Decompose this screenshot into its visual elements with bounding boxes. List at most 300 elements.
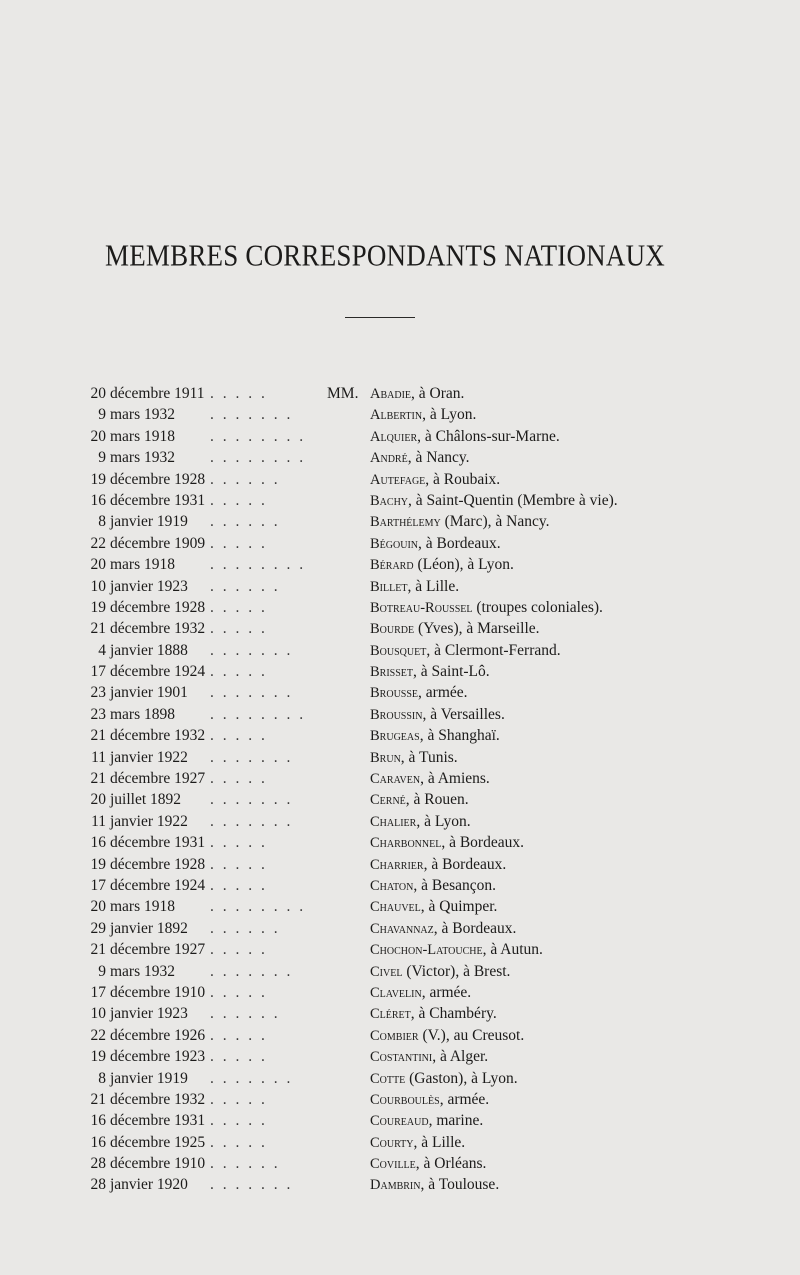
election-date — [0, 576, 210, 597]
member-entry — [370, 404, 476, 426]
honorific-prefix: MM. — [327, 385, 359, 402]
list-item — [0, 533, 800, 554]
list-item — [0, 982, 800, 1003]
member-location: , à Lyon. — [416, 812, 471, 830]
member-name: Autefage — [370, 471, 426, 488]
leader-dots: . . . . . — [210, 876, 268, 894]
election-month-year: janvier 1920 — [110, 1176, 188, 1194]
election-month-year: décembre 1928 — [110, 598, 206, 616]
leader-dots: . . . . . . . — [210, 791, 293, 809]
election-day: 20 — [90, 556, 106, 574]
election-date — [0, 896, 210, 917]
member-name: Brousse — [370, 685, 419, 702]
member-entry — [370, 1025, 524, 1047]
page-title: MEMBRES CORRESPONDANTS NATIONAUX — [105, 238, 665, 273]
leader-dots: . . . . . — [210, 663, 268, 681]
election-month-year: décembre 1909 — [110, 534, 206, 552]
member-entry — [370, 918, 516, 940]
member-entry — [370, 1132, 465, 1154]
member-location: , à Saint-Lô. — [413, 663, 490, 681]
election-date — [0, 383, 210, 404]
leader-dots: . . . . . . . . — [210, 705, 306, 723]
election-day: 20 — [90, 791, 106, 809]
election-day: 11 — [91, 748, 106, 766]
member-name: Billet — [370, 578, 408, 595]
member-location: , à Oran. — [411, 385, 465, 402]
member-entry — [370, 469, 500, 491]
member-entry — [370, 597, 603, 619]
list-item — [0, 404, 800, 425]
election-month-year: décembre 1910 — [110, 1155, 206, 1173]
list-item — [0, 1046, 800, 1067]
election-month-year: mars 1932 — [110, 449, 176, 467]
member-entry — [370, 383, 464, 405]
list-item — [0, 725, 800, 746]
election-day: 19 — [90, 1048, 106, 1066]
election-month-year: janvier 1923 — [110, 577, 188, 595]
list-item — [0, 490, 800, 511]
list-item — [0, 1025, 800, 1046]
member-name: Bachy — [370, 492, 409, 509]
member-name: Charrier — [370, 856, 424, 873]
member-location: , à Lyon. — [422, 406, 477, 424]
list-item — [0, 747, 800, 768]
leader-dots: . . . . . — [210, 855, 268, 873]
leader-dots: . . . . . . — [210, 470, 281, 488]
election-day: 9 — [98, 449, 106, 467]
leader-dots: . . . . . — [210, 1048, 268, 1066]
election-date — [0, 682, 210, 703]
election-date — [0, 1089, 210, 1110]
election-day: 10 — [90, 577, 106, 595]
member-entry — [370, 832, 524, 854]
member-name: Chalier — [370, 813, 417, 830]
election-date — [0, 1046, 210, 1067]
election-date — [0, 554, 210, 575]
election-day: 23 — [90, 684, 106, 702]
election-day: 20 — [90, 898, 106, 916]
election-day: 10 — [90, 1005, 106, 1023]
member-location: , à Bordeaux. — [418, 534, 501, 552]
member-location: , armée. — [439, 1090, 490, 1108]
election-date — [0, 725, 210, 746]
election-date — [0, 789, 210, 810]
leader-dots: . . . . . . — [210, 1155, 281, 1173]
member-name: Barthélemy — [370, 514, 441, 531]
election-date — [0, 1110, 210, 1131]
list-item — [0, 1153, 800, 1174]
member-entry — [370, 640, 561, 662]
member-name: Alquier — [370, 428, 418, 445]
leader-dots: . . . . . — [210, 1112, 268, 1130]
election-month-year: décembre 1927 — [110, 770, 206, 788]
member-location: (V.), au Creusot. — [418, 1026, 525, 1044]
member-location: , à Bordeaux. — [433, 919, 517, 937]
election-date — [0, 1153, 210, 1174]
election-date — [0, 661, 210, 682]
member-entry — [370, 618, 540, 640]
election-month-year: décembre 1931 — [110, 834, 206, 852]
election-day: 23 — [90, 705, 106, 723]
member-name: Cotte — [370, 1070, 406, 1087]
member-location: , à Chambéry. — [410, 1005, 497, 1023]
election-month-year: mars 1932 — [110, 962, 176, 980]
member-entry — [370, 447, 470, 469]
member-entry — [370, 704, 505, 726]
member-name: Caraven — [370, 771, 421, 788]
election-date — [0, 747, 210, 768]
election-month-year: décembre 1932 — [110, 1090, 206, 1108]
member-entry — [370, 511, 549, 533]
election-day: 21 — [90, 1090, 106, 1108]
member-location: , à Châlons-sur-Marne. — [417, 427, 560, 445]
election-date — [0, 1132, 210, 1153]
member-name: Cléret — [370, 1006, 411, 1023]
member-entry — [370, 533, 501, 555]
leader-dots: . . . . . — [210, 941, 268, 959]
election-month-year: janvier 1919 — [110, 1069, 188, 1087]
list-item — [0, 383, 800, 404]
list-item — [0, 811, 800, 832]
leader-dots: . . . . . . . . — [210, 556, 306, 574]
election-month-year: décembre 1923 — [110, 1048, 206, 1066]
list-item — [0, 961, 800, 982]
leader-dots: . . . . . — [210, 385, 268, 402]
member-name: Brisset — [370, 664, 414, 681]
election-month-year: janvier 1901 — [110, 684, 188, 702]
list-item — [0, 854, 800, 875]
election-month-year: mars 1918 — [110, 556, 176, 574]
list-item — [0, 1089, 800, 1110]
election-day: 16 — [90, 491, 106, 509]
list-item — [0, 896, 800, 917]
election-date — [0, 982, 210, 1003]
member-name: Broussin — [370, 706, 423, 723]
election-day: 19 — [90, 470, 106, 488]
member-location: , à Autun. — [482, 941, 543, 959]
election-month-year: mars 1918 — [110, 898, 176, 916]
election-day: 8 — [98, 513, 106, 531]
election-day: 8 — [98, 1069, 106, 1087]
election-month-year: mars 1898 — [110, 705, 176, 723]
election-date — [0, 533, 210, 554]
member-name: Chavannaz — [370, 920, 434, 937]
member-name: Albertin — [370, 407, 423, 424]
leader-dots: . . . . . — [210, 491, 268, 509]
member-name: Brun — [370, 749, 401, 766]
member-name: Abadie — [370, 386, 412, 402]
member-entry — [370, 1046, 488, 1068]
member-entry — [370, 490, 618, 512]
election-month-year: décembre 1931 — [110, 1112, 206, 1130]
list-item — [0, 1110, 800, 1131]
election-date — [0, 1003, 210, 1024]
member-entry — [370, 961, 510, 983]
election-month-year: décembre 1927 — [110, 941, 206, 959]
member-name: Brugeas — [370, 728, 420, 745]
election-date — [0, 404, 210, 425]
election-date — [0, 618, 210, 639]
member-entry — [370, 811, 471, 833]
member-location: , à Nancy. — [407, 449, 470, 467]
election-date — [0, 447, 210, 468]
member-location: , à Orléans. — [415, 1155, 487, 1173]
election-date — [0, 811, 210, 832]
election-month-year: décembre 1931 — [110, 491, 206, 509]
member-name: Chaton — [370, 877, 414, 894]
member-name: Courty — [370, 1134, 414, 1151]
election-day: 4 — [98, 641, 106, 659]
election-day: 16 — [90, 834, 106, 852]
member-name: Charbonnel — [370, 835, 442, 852]
leader-dots: . . . . . . . — [210, 641, 293, 659]
list-item — [0, 918, 800, 939]
election-month-year: janvier 1919 — [110, 513, 188, 531]
member-location: (Victor), à Brest. — [402, 962, 511, 980]
election-day: 28 — [90, 1155, 106, 1173]
election-month-year: décembre 1928 — [110, 855, 206, 873]
election-date — [0, 1068, 210, 1089]
election-date — [0, 1025, 210, 1046]
member-entry — [370, 576, 459, 598]
member-location: , à Bordeaux. — [441, 834, 524, 852]
member-name: Civel — [370, 963, 403, 980]
election-month-year: décembre 1924 — [110, 876, 206, 894]
election-day: 17 — [90, 876, 106, 894]
list-item — [0, 1068, 800, 1089]
member-location: (troupes coloniales). — [472, 598, 603, 616]
leader-dots: . . . . . . — [210, 577, 281, 595]
list-item — [0, 661, 800, 682]
election-day: 22 — [90, 1026, 106, 1044]
list-item — [0, 576, 800, 597]
election-month-year: janvier 1888 — [110, 641, 188, 659]
list-item — [0, 597, 800, 618]
member-name: Courboulès — [370, 1091, 440, 1108]
member-location: , à Tunis. — [400, 748, 458, 766]
election-month-year: janvier 1892 — [110, 919, 188, 937]
election-month-year: décembre 1926 — [110, 1026, 206, 1044]
leader-dots: . . . . . . . . — [210, 427, 306, 445]
member-entry — [370, 554, 514, 576]
member-location: , à Rouen. — [405, 791, 469, 809]
election-date — [0, 490, 210, 511]
election-day: 19 — [90, 598, 106, 616]
election-month-year: décembre 1932 — [110, 620, 206, 638]
election-date — [0, 597, 210, 618]
leader-dots: . . . . . . . — [210, 1069, 293, 1087]
election-day: 20 — [90, 427, 106, 445]
member-name: Chauvel — [370, 899, 421, 916]
election-date — [0, 426, 210, 447]
election-day: 11 — [91, 812, 106, 830]
member-name: Combier — [370, 1027, 419, 1044]
member-location: , à Alger. — [432, 1048, 489, 1066]
member-name: Botreau-Roussel — [370, 599, 473, 616]
member-name: André — [370, 450, 408, 467]
list-item — [0, 789, 800, 810]
leader-dots: . . . . . — [210, 983, 268, 1001]
member-location: , à Saint-Quentin (Membre à vie). — [408, 491, 618, 509]
election-date — [0, 961, 210, 982]
election-day: 9 — [98, 962, 106, 980]
member-location: (Léon), à Lyon. — [413, 556, 514, 574]
member-location: , marine. — [428, 1112, 484, 1130]
member-name: Bérard — [370, 557, 414, 574]
list-item — [0, 511, 800, 532]
leader-dots: . . . . . . . — [210, 1176, 293, 1194]
list-item — [0, 447, 800, 468]
list-item — [0, 832, 800, 853]
election-month-year: juillet 1892 — [110, 791, 182, 809]
election-date — [0, 1174, 210, 1195]
member-entry — [370, 982, 471, 1004]
election-day: 20 — [90, 385, 106, 402]
member-name: Cerné — [370, 792, 406, 809]
member-location: , à Clermont-Ferrand. — [426, 641, 561, 659]
member-location: , à Roubaix. — [425, 470, 501, 488]
election-month-year: mars 1918 — [110, 427, 176, 445]
election-day: 21 — [90, 620, 106, 638]
member-entry — [370, 1174, 499, 1196]
list-item — [0, 426, 800, 447]
member-name: Bourde — [370, 621, 415, 638]
member-location: , à Lille. — [413, 1133, 466, 1151]
member-location: (Gaston), à Lyon. — [405, 1069, 518, 1087]
member-entry — [370, 747, 458, 769]
election-day: 17 — [90, 983, 106, 1001]
member-list — [0, 383, 800, 1196]
member-entry — [370, 426, 560, 448]
member-location: , armée. — [418, 684, 468, 702]
member-name: Dambrin — [370, 1177, 421, 1194]
election-month-year: janvier 1922 — [110, 812, 188, 830]
election-date — [0, 704, 210, 725]
member-entry — [370, 661, 490, 683]
member-location: , à Versailles. — [422, 705, 505, 723]
election-date — [0, 640, 210, 661]
list-item — [0, 682, 800, 703]
leader-dots: . . . . . — [210, 1133, 268, 1151]
member-entry — [370, 1110, 483, 1132]
election-month-year: janvier 1922 — [110, 748, 188, 766]
leader-dots: . . . . . . . — [210, 812, 293, 830]
list-item — [0, 1174, 800, 1195]
member-name: Coureaud — [370, 1113, 429, 1130]
member-entry — [370, 1068, 518, 1090]
member-entry — [370, 1153, 486, 1175]
election-day: 16 — [90, 1133, 106, 1151]
member-entry — [370, 725, 500, 747]
leader-dots: . . . . . — [210, 1090, 268, 1108]
member-location: , à Besançon. — [413, 876, 497, 894]
leader-dots: . . . . . . — [210, 513, 281, 531]
list-item — [0, 939, 800, 960]
list-item — [0, 554, 800, 575]
election-day: 17 — [90, 663, 106, 681]
member-entry — [370, 875, 496, 897]
title-rule — [345, 317, 415, 318]
list-item — [0, 875, 800, 896]
leader-dots: . . . . . — [210, 1026, 268, 1044]
election-date — [0, 939, 210, 960]
election-day: 29 — [90, 919, 106, 937]
election-day: 19 — [90, 855, 106, 873]
list-item — [0, 618, 800, 639]
leader-dots: . . . . . — [210, 834, 268, 852]
list-item — [0, 768, 800, 789]
leader-dots: . . . . . — [210, 770, 268, 788]
election-date — [0, 875, 210, 896]
election-date — [0, 768, 210, 789]
election-month-year: décembre 1925 — [110, 1133, 206, 1151]
member-name: Bégouin — [370, 535, 418, 552]
member-entry — [370, 1003, 497, 1025]
leader-dots: . . . . . — [210, 534, 268, 552]
member-location: , à Shanghaï. — [419, 727, 500, 745]
election-date — [0, 511, 210, 532]
member-location: (Marc), à Nancy. — [440, 513, 550, 531]
leader-dots: . . . . . . . . — [210, 898, 306, 916]
election-month-year: décembre 1924 — [110, 663, 206, 681]
election-date — [0, 854, 210, 875]
election-day: 28 — [90, 1176, 106, 1194]
list-item — [0, 469, 800, 490]
election-day: 16 — [90, 1112, 106, 1130]
member-name: Costantini — [370, 1049, 433, 1066]
leader-dots: . . . . . . . — [210, 684, 293, 702]
member-entry — [370, 1089, 489, 1111]
member-location: (Yves), à Marseille. — [414, 620, 540, 638]
election-day: 21 — [90, 770, 106, 788]
member-entry — [370, 768, 490, 790]
member-location: , à Bordeaux. — [423, 855, 507, 873]
leader-dots: . . . . . — [210, 620, 268, 638]
member-entry — [370, 789, 469, 811]
leader-dots: . . . . . . . . — [210, 449, 306, 467]
election-month-year: décembre 1910 — [110, 983, 206, 1001]
leader-dots: . . . . . . — [210, 919, 281, 937]
member-entry — [370, 939, 543, 961]
election-month-year: décembre 1911 — [110, 385, 205, 402]
member-name: Bousquet — [370, 642, 427, 659]
member-location: , à Quimper. — [420, 898, 498, 916]
member-name: Clavelin — [370, 984, 422, 1001]
leader-dots: . . . . . — [210, 727, 268, 745]
list-item — [0, 704, 800, 725]
leader-dots: . . . . . . . — [210, 962, 293, 980]
election-month-year: décembre 1932 — [110, 727, 206, 745]
leader-dots: . . . . . . — [210, 1005, 281, 1023]
member-location: , à Lille. — [407, 577, 460, 595]
list-item — [0, 1003, 800, 1024]
member-entry — [370, 854, 506, 876]
election-day: 21 — [90, 727, 106, 745]
member-entry — [370, 896, 497, 918]
member-name: Chochon-Latouche — [370, 942, 483, 959]
election-month-year: décembre 1928 — [110, 470, 206, 488]
member-name: Coville — [370, 1156, 416, 1173]
leader-dots: . . . . . . . — [210, 748, 293, 766]
election-month-year: janvier 1923 — [110, 1005, 188, 1023]
member-location: , armée. — [421, 983, 472, 1001]
leader-dots: . . . . . . . — [210, 406, 293, 424]
member-location: , à Toulouse. — [420, 1176, 500, 1194]
election-date — [0, 469, 210, 490]
election-day: 9 — [98, 406, 106, 424]
election-date — [0, 918, 210, 939]
leader-dots: . . . . . — [210, 598, 268, 616]
